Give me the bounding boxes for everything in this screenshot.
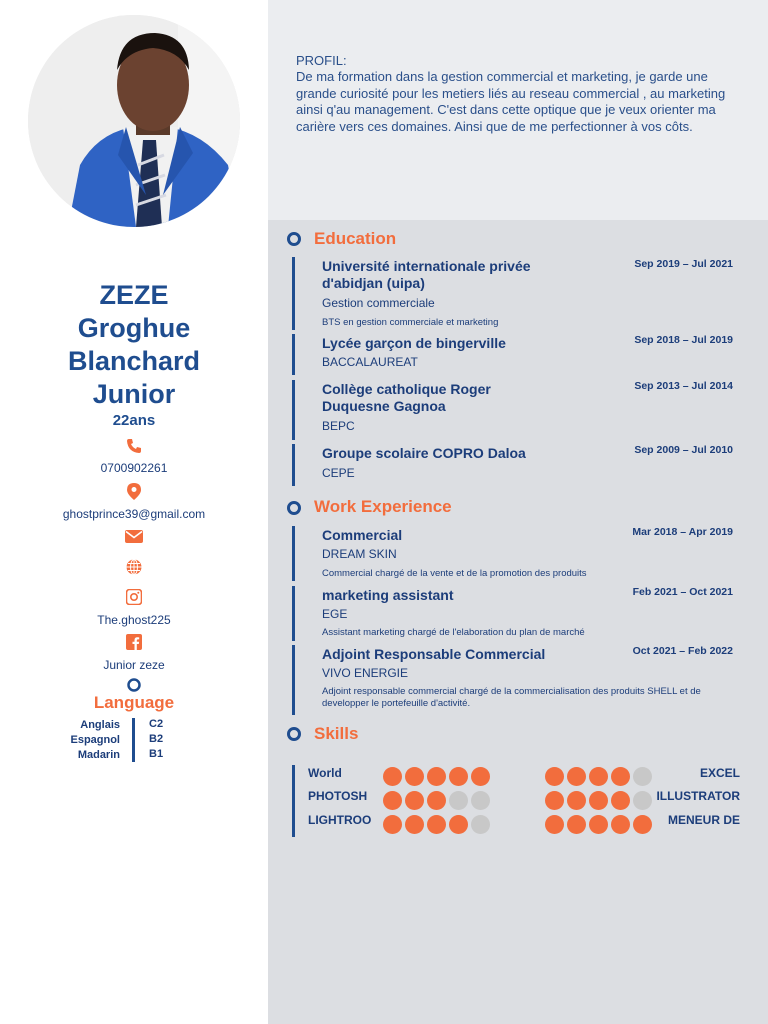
work-company: VIVO ENERGIE: [322, 666, 409, 680]
skill-dot: [471, 791, 490, 810]
email-address[interactable]: ghostprince39@gmail.com: [62, 507, 206, 521]
work-title: Work Experience: [314, 497, 452, 516]
name-line: ZEZE: [99, 280, 169, 310]
skill-name: PHOTOSH: [308, 789, 368, 803]
education-bar: [292, 380, 295, 440]
skills-circle-icon: [287, 727, 301, 741]
name-line: Blanchard: [67, 346, 201, 376]
instagram-handle[interactable]: The.ghost225: [97, 613, 171, 627]
skill-dot: [405, 767, 424, 786]
skill-dot: [545, 815, 564, 834]
skill-name: ILLUSTRATOR: [656, 789, 740, 803]
age: 22ans: [112, 412, 156, 429]
language-level: B2: [149, 733, 164, 745]
education-degree: BACCALAUREAT: [322, 355, 418, 369]
skill-dot: [589, 815, 608, 834]
skill-rating: [545, 815, 652, 834]
language-levels: [149, 717, 163, 762]
work-role: Commercial: [322, 527, 403, 543]
location-pin-icon: [0, 483, 268, 500]
work-company: DREAM SKIN: [322, 547, 397, 561]
profile-photo-illustration: [28, 15, 240, 227]
name-line: Groghue: [77, 313, 191, 343]
skill-dot: [427, 767, 446, 786]
skill-dot: [545, 791, 564, 810]
skill-dot: [471, 815, 490, 834]
work-role: Adjoint Responsable Commercial: [322, 646, 546, 662]
skill-dot: [545, 767, 564, 786]
work-dates: Oct 2021 – Feb 2022: [632, 645, 733, 657]
work-bar: [292, 645, 295, 715]
skill-dot: [567, 791, 586, 810]
education-bar: [292, 334, 295, 375]
skill-name: World: [308, 766, 342, 780]
skill-dot: [427, 791, 446, 810]
education-circle-icon: [287, 232, 301, 246]
language-names: [40, 718, 120, 763]
full-name: [0, 279, 268, 411]
skill-dot: [427, 815, 446, 834]
skills-bar: [292, 765, 295, 837]
phone-number[interactable]: 0700902261: [100, 461, 168, 475]
skill-dot: [567, 767, 586, 786]
skills-title: Skills: [314, 724, 359, 743]
skill-dot: [383, 815, 402, 834]
skill-dot: [383, 791, 402, 810]
education-dates: Sep 2018 – Jul 2019: [634, 334, 733, 346]
skill-dot: [405, 815, 424, 834]
facebook-name[interactable]: Junior zeze: [103, 658, 165, 672]
language-circle-icon: [0, 678, 268, 692]
skill-dot: [633, 767, 652, 786]
education-school: Collège catholique Roger Duquesne Gagnoa: [322, 381, 491, 414]
education-dates: Sep 2013 – Jul 2014: [634, 380, 733, 392]
education-degree: Gestion commerciale: [322, 296, 435, 310]
language-name: Madarin: [77, 749, 120, 761]
skill-dot: [633, 791, 652, 810]
education-degree: CEPE: [322, 466, 355, 480]
skill-dot: [471, 767, 490, 786]
language-divider: [132, 718, 135, 762]
work-dates: Feb 2021 – Oct 2021: [632, 586, 733, 598]
language-level: C2: [149, 718, 164, 730]
work-bar: [292, 526, 295, 581]
language-name: Anglais: [80, 719, 120, 731]
education-detail: BTS en gestion commerciale et marketing: [322, 317, 499, 328]
skill-dot: [633, 815, 652, 834]
globe-icon[interactable]: [0, 559, 268, 575]
work-circle-icon: [287, 501, 301, 515]
language-name: Espagnol: [70, 734, 120, 746]
education-dates: Sep 2019 – Jul 2021: [634, 258, 733, 270]
work-dates: Mar 2018 – Apr 2019: [632, 526, 733, 538]
profile-title: PROFIL:: [296, 53, 347, 68]
education-degree: BEPC: [322, 419, 355, 433]
education-school: Groupe scolaire COPRO Daloa: [322, 445, 526, 461]
work-bar: [292, 586, 295, 641]
skill-dot: [611, 767, 630, 786]
skill-name: MENEUR DE: [667, 813, 740, 827]
instagram-icon[interactable]: [0, 589, 268, 605]
education-school: Lycée garçon de bingerville: [322, 335, 506, 351]
language-title: Language: [93, 693, 175, 712]
skill-dot: [449, 791, 468, 810]
work-description: Commercial chargé de la vente et de la promotion des produits: [322, 568, 587, 579]
skill-rating: [383, 815, 490, 834]
name-line: Junior: [92, 379, 176, 409]
skill-dot: [405, 791, 424, 810]
mail-icon[interactable]: [0, 530, 268, 543]
profile-text: De ma formation dans la gestion commercial et marketing, je garde une grande curiosité pour les metiers liés au reseau commercial , au marketing ainsi q'au management. C'est dans cette optique que je veux orienter ma carière vers ces domaines. Ainsi que de me perfectionner à vos côts.: [296, 69, 726, 134]
work-role: marketing assistant: [322, 587, 454, 603]
skill-dot: [567, 815, 586, 834]
facebook-icon[interactable]: [0, 634, 268, 650]
education-bar: [292, 257, 295, 330]
skill-dot: [449, 815, 468, 834]
education-title: Education: [314, 229, 397, 248]
skill-name: EXCEL: [699, 766, 740, 780]
skill-dot: [589, 767, 608, 786]
skill-dot: [611, 815, 630, 834]
skill-rating: [383, 767, 490, 786]
skill-rating: [383, 791, 490, 810]
language-level: B1: [149, 748, 164, 760]
profile-photo: [28, 15, 240, 227]
education-dates: Sep 2009 – Jul 2010: [634, 444, 733, 456]
skill-dot: [589, 791, 608, 810]
skill-name: LIGHTROO: [308, 813, 372, 827]
skill-dot: [611, 791, 630, 810]
work-description: Adjoint responsable commercial chargé de la commercialisation des produits SHELL et de developper le portefeuille d'activité.: [322, 686, 701, 709]
work-company: EGE: [322, 607, 348, 621]
work-description: Assistant marketing chargé de l'elaboration du plan de marché: [322, 627, 585, 638]
skill-dot: [383, 767, 402, 786]
phone-icon: [0, 438, 268, 454]
skill-rating: [545, 767, 652, 786]
skill-rating: [545, 791, 652, 810]
skill-dot: [449, 767, 468, 786]
education-school: Université internationale privée d'abidjan (uipa): [322, 258, 531, 291]
education-bar: [292, 444, 295, 486]
